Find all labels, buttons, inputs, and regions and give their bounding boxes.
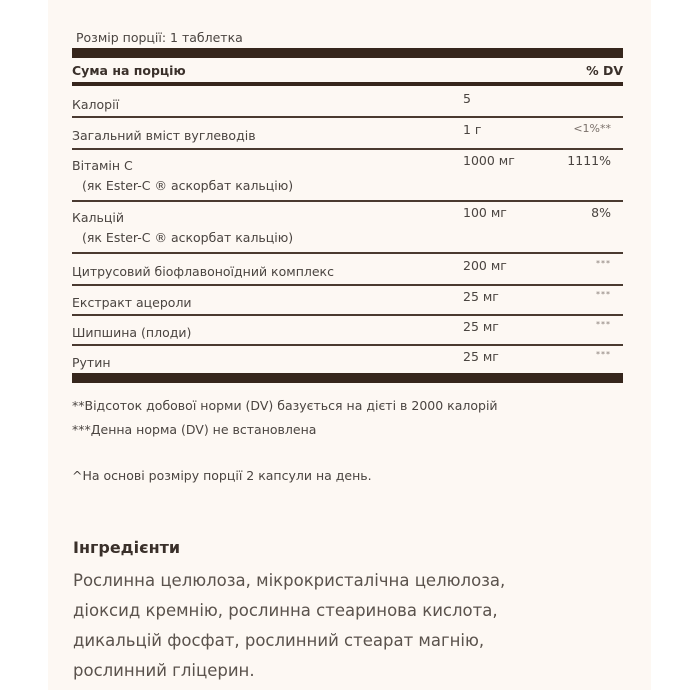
nutrient-name: Цитрусовий біофлавоноїдний комплекс [72,264,334,279]
table-header [72,58,623,82]
ingredients-heading: Інгредієнти [73,538,181,557]
footnote-serving-basis: ^На основі розміру порції 2 капсули на день. [72,468,372,483]
table-row-carbohydrates [72,118,623,150]
nutrient-amount: 25 мг [463,289,499,304]
nutrient-amount: 100 мг [463,205,507,220]
footnote-dv-basis: **Відсоток добової норми (DV) базується на дієті в 2000 калорій [72,398,498,413]
nutrient-amount: 25 мг [463,349,499,364]
nutrient-dv: *** [596,320,611,329]
table-row-vitamin-c [72,150,623,202]
nutrient-name: Калорії [72,97,120,112]
table-row-calories [72,86,623,118]
table-row-rosehip [72,316,623,346]
table-row-calcium [72,202,623,254]
nutrient-dv: *** [596,290,611,299]
amount-per-serving-header: Сума на порцію [72,62,186,78]
table-row-citrus-bioflavonoid [72,254,623,286]
nutrient-name: Вітамін С [72,158,133,173]
supplement-facts-table [72,48,623,383]
ingredients-line: рослинний гліцерин. [73,661,255,680]
nutrient-dv: *** [596,259,611,268]
nutrient-dv: 1111% [567,153,611,168]
nutrient-dv: <1%** [573,122,611,135]
nutrient-amount: 1 г [463,122,482,137]
ingredients-line: Рослинна целюлоза, мікрокристалічна целюлоза, [73,571,506,590]
dv-header: % DV [586,62,623,78]
ingredients-list [73,566,633,686]
nutrient-name: Кальцій [72,210,124,225]
footnotes [72,394,498,488]
serving-size: Розмір порції: 1 таблетка [76,30,243,45]
nutrient-amount: 1000 мг [463,153,515,168]
ingredients-line: дикальцій фосфат, рослинний стеарат магнію, [73,631,485,650]
nutrient-name: Загальний вміст вуглеводів [72,128,256,143]
bottom-thick-divider [72,373,623,383]
nutrient-name: Шипшина (плоди) [72,325,192,340]
nutrient-dv: *** [596,350,611,359]
footnote-dv-not-established: ***Денна норма (DV) не встановлена [72,422,317,437]
table-row-rutin [72,346,623,373]
nutrient-name: Екстракт ацероли [72,295,192,310]
nutrient-name: Рутин [72,355,111,370]
nutrient-amount: 5 [463,91,471,106]
top-thick-divider [72,48,623,58]
nutrient-source: (як Ester-C ® аскорбат кальцію) [82,178,294,193]
ingredients-line: діоксид кремнію, рослинна стеаринова кислота, [73,601,498,620]
nutrient-source: (як Ester-C ® аскорбат кальцію) [82,230,294,245]
table-row-acerola [72,286,623,316]
nutrient-amount: 200 мг [463,258,507,273]
nutrient-dv: 8% [591,205,611,220]
nutrient-amount: 25 мг [463,319,499,334]
